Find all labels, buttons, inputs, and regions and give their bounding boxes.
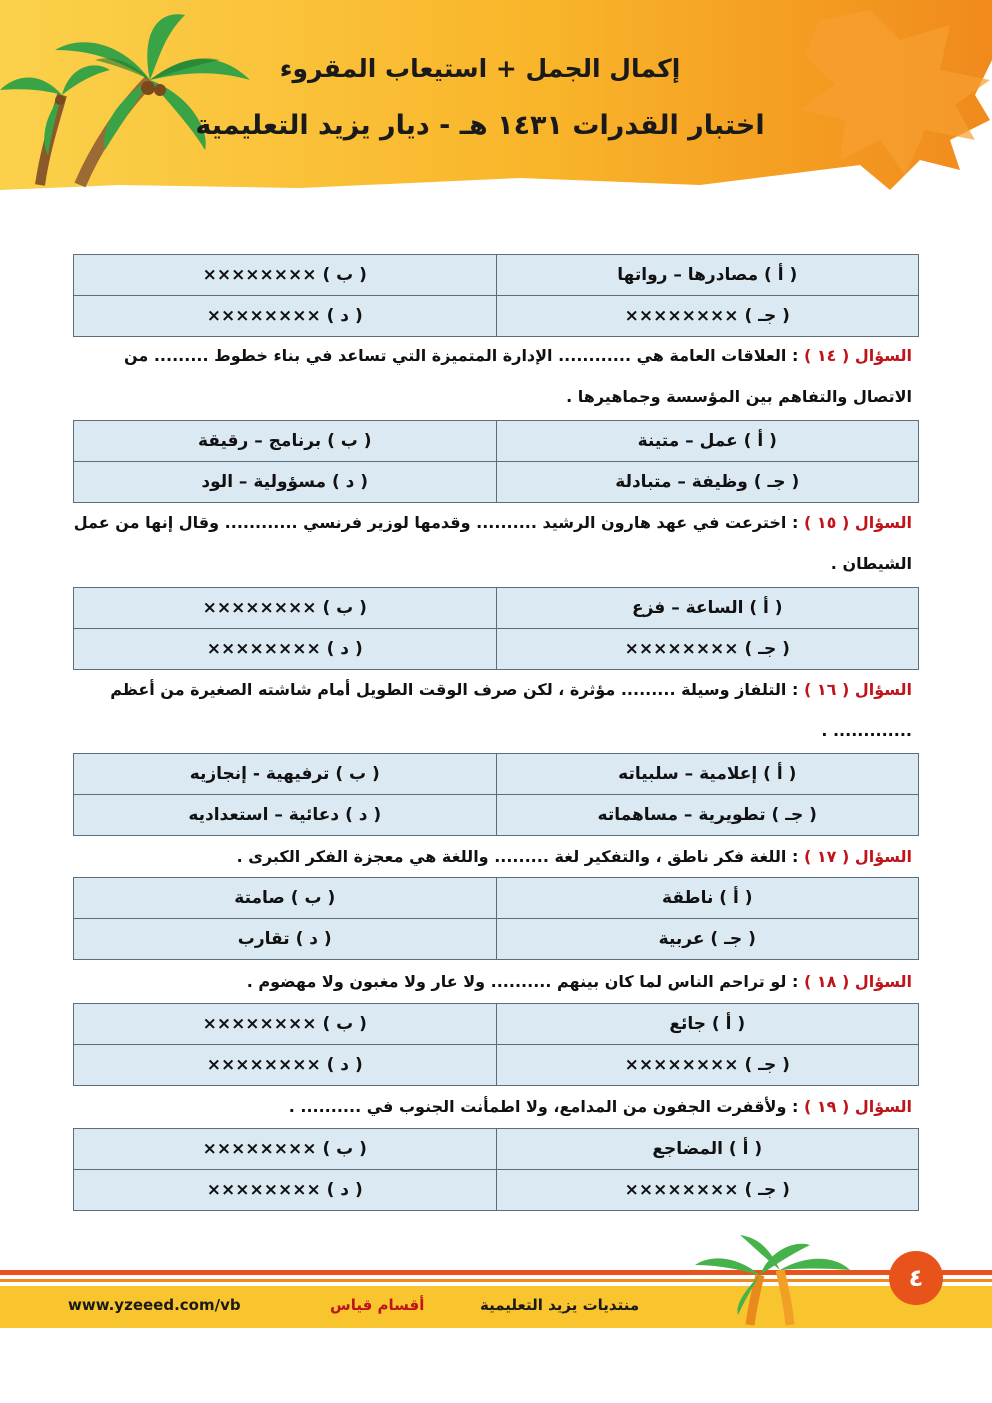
question-text: : لو تراحم الناس لما كان بينهم .......... ولا عار ولا مغبون ولا مهضوم . — [246, 972, 804, 991]
option-b: ( ب ) ×××××××× — [74, 1129, 497, 1170]
option-c: ( جـ ) ×××××××× — [496, 1170, 919, 1211]
question-text: : اللغة فكر ناطق ، والتفكير لغة ......... واللغة هي معجزة الفكر الكبرى . — [236, 847, 804, 866]
table-row — [74, 795, 919, 836]
question-18 — [72, 961, 912, 1002]
options-table-19 — [73, 1128, 919, 1211]
option-a: ( أ ) الساعة – فزع — [496, 588, 919, 629]
table-row — [74, 919, 919, 960]
table-row — [74, 1170, 919, 1211]
footer-band — [0, 1230, 992, 1340]
option-d: ( د ) ×××××××× — [74, 1170, 497, 1211]
question-label: السؤال ( ١٧ ) — [803, 847, 912, 866]
question-label: السؤال ( ١٤ ) — [803, 346, 912, 365]
footer-site-url: www.yzeeed.com/vb — [68, 1296, 241, 1314]
question-label: السؤال ( ١٨ ) — [803, 972, 912, 991]
footer-section: أقسام قياس — [330, 1296, 425, 1314]
table-row — [74, 588, 919, 629]
question-text: : ولأقفرت الجفون من المدامع، ولا اطمأنت الجنوب في .......... . — [288, 1097, 804, 1116]
option-b: ( ب ) ×××××××× — [74, 588, 497, 629]
option-c: ( جـ ) وظيفة – متبادلة — [496, 462, 919, 503]
table-row — [74, 629, 919, 670]
option-b: ( ب ) صامتة — [74, 878, 497, 919]
option-c: ( جـ ) ×××××××× — [496, 629, 919, 670]
option-d: ( د ) دعائية – استعداديه — [74, 795, 497, 836]
question-19 — [72, 1086, 912, 1127]
option-b: ( ب ) ×××××××× — [74, 1004, 497, 1045]
footer-forum-name: منتديات يزيد التعليمية — [480, 1296, 640, 1314]
option-d: ( د ) تقارب — [74, 919, 497, 960]
options-table-17 — [73, 877, 919, 960]
table-row — [74, 296, 919, 337]
option-d: ( د ) ×××××××× — [74, 629, 497, 670]
question-17 — [72, 836, 912, 877]
option-b: ( ب ) ترفيهية - إنجازيه — [74, 754, 497, 795]
options-table-15 — [73, 587, 919, 670]
option-a: ( أ ) عمل – متينة — [496, 421, 919, 462]
option-c: ( جـ ) عربية — [496, 919, 919, 960]
option-d: ( د ) ×××××××× — [74, 296, 497, 337]
page-title: إكمال الجمل + استيعاب المقروء — [279, 54, 681, 83]
table-row — [74, 1129, 919, 1170]
options-table-16 — [73, 753, 919, 836]
table-row — [74, 421, 919, 462]
question-text: : التلفاز وسيلة ......... مؤثرة ، لكن صرف الوقت الطويل أمام شاشته الصغيرة من أعظم ............. . — [110, 680, 912, 740]
table-row — [74, 255, 919, 296]
question-text: : اخترعت في عهد هارون الرشيد .......... وقدمها لوزير فرنسي ............ وقال إنها من عمل الشيطان . — [73, 513, 912, 573]
option-a: ( أ ) ناطقة — [496, 878, 919, 919]
option-d: ( د ) ×××××××× — [74, 1045, 497, 1086]
option-a: ( أ ) المضاجع — [496, 1129, 919, 1170]
options-table-18 — [73, 1003, 919, 1086]
header-banner — [0, 0, 992, 200]
question-14 — [72, 335, 912, 417]
option-b: ( ب ) برنامج – رقيقة — [74, 421, 497, 462]
question-text: : العلاقات العامة هي ............ الإدارة المتميزة التي تساعد في بناء خطوط ......... من الاتصال والتفاهم بين المؤسسة وجماهيرها . — [123, 346, 912, 406]
option-c: ( جـ ) تطويرية – مساهماته — [496, 795, 919, 836]
option-c: ( جـ ) ×××××××× — [496, 296, 919, 337]
table-row — [74, 754, 919, 795]
option-d: ( د ) مسؤولية – الود — [74, 462, 497, 503]
option-b: ( ب ) ×××××××× — [74, 255, 497, 296]
question-16 — [72, 669, 912, 751]
table-row — [74, 462, 919, 503]
question-label: السؤال ( ١٥ ) — [803, 513, 912, 532]
question-label: السؤال ( ١٦ ) — [803, 680, 912, 699]
table-row — [74, 878, 919, 919]
option-a: ( أ ) مصادرها – رواتها — [496, 255, 919, 296]
question-label: السؤال ( ١٩ ) — [803, 1097, 912, 1116]
question-15 — [72, 502, 912, 584]
options-table-prev — [73, 254, 919, 337]
page-subtitle: اختبار القدرات ١٤٣١ هـ - ديار يزيد التعليمية — [195, 110, 765, 141]
options-table-14 — [73, 420, 919, 503]
page-number-badge: ٤ — [889, 1251, 943, 1305]
table-row — [74, 1045, 919, 1086]
option-c: ( جـ ) ×××××××× — [496, 1045, 919, 1086]
table-row — [74, 1004, 919, 1045]
option-a: ( أ ) إعلامية – سلبياته — [496, 754, 919, 795]
option-a: ( أ ) جائع — [496, 1004, 919, 1045]
